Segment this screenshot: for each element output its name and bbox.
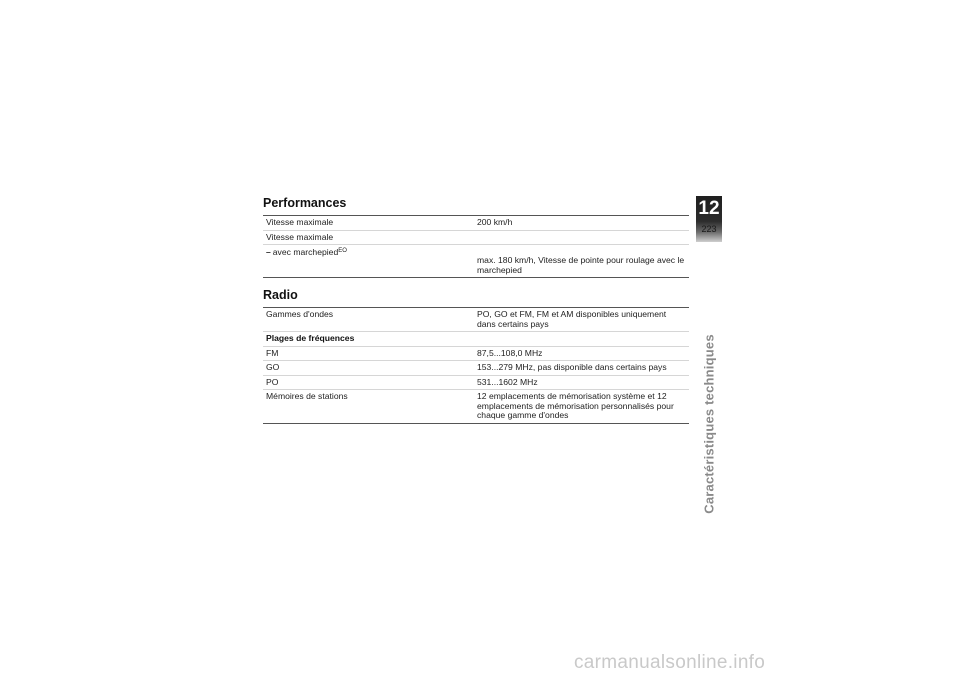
row-value	[474, 245, 689, 278]
page-content	[263, 196, 689, 424]
section-title-radio: Radio	[263, 288, 298, 302]
row-label: GO	[263, 361, 474, 376]
row-label: Mémoires de stations	[266, 391, 348, 401]
section-title-performances: Performances	[263, 196, 347, 210]
row-value: 12 emplacements de mémorisation système et 12 emplacements de mémorisation personnalisés pour chaque gamme d'ondes	[477, 391, 674, 420]
row-value-text: max. 180 km/h, Vitesse de pointe pour roulage avec le marchepied	[477, 255, 685, 275]
table-row	[263, 332, 689, 347]
superscript-note: EO	[338, 248, 347, 254]
sub-heading: Plages de fréquences	[263, 332, 689, 347]
chapter-number: 12	[698, 198, 720, 219]
radio-table	[263, 307, 689, 424]
table-row	[263, 390, 689, 424]
row-label: Gammes d'ondes	[263, 308, 474, 332]
row-label-text: avec marchepied	[272, 247, 339, 257]
row-label	[263, 245, 474, 278]
row-value: 87,5...108,0 MHz	[474, 346, 689, 361]
row-label: Vitesse maximale	[263, 216, 474, 231]
chapter-side-label: Caractéristiques techniques	[701, 334, 717, 514]
table-row	[263, 308, 689, 332]
row-value: PO, GO et FM, FM et AM disponibles uniquement dans certains pays	[474, 308, 689, 332]
row-value: 153...279 MHz, pas disponible dans certains pays	[474, 361, 689, 376]
row-label: FM	[263, 346, 474, 361]
chapter-tab	[696, 196, 722, 242]
table-row	[263, 216, 689, 231]
table-row	[263, 346, 689, 361]
row-label: PO	[263, 375, 474, 390]
table-row	[263, 375, 689, 390]
row-value: 200 km/h	[474, 216, 689, 231]
page-number: 223	[701, 224, 717, 234]
row-value	[474, 230, 689, 245]
table-row	[263, 230, 689, 245]
watermark: carmanualsonline.info	[574, 652, 766, 673]
table-row	[263, 245, 689, 278]
row-label: Vitesse maximale	[263, 230, 474, 245]
performances-table	[263, 215, 689, 277]
dash-bullet: –	[266, 247, 271, 257]
table-row	[263, 361, 689, 376]
row-value: 531...1602 MHz	[474, 375, 689, 390]
